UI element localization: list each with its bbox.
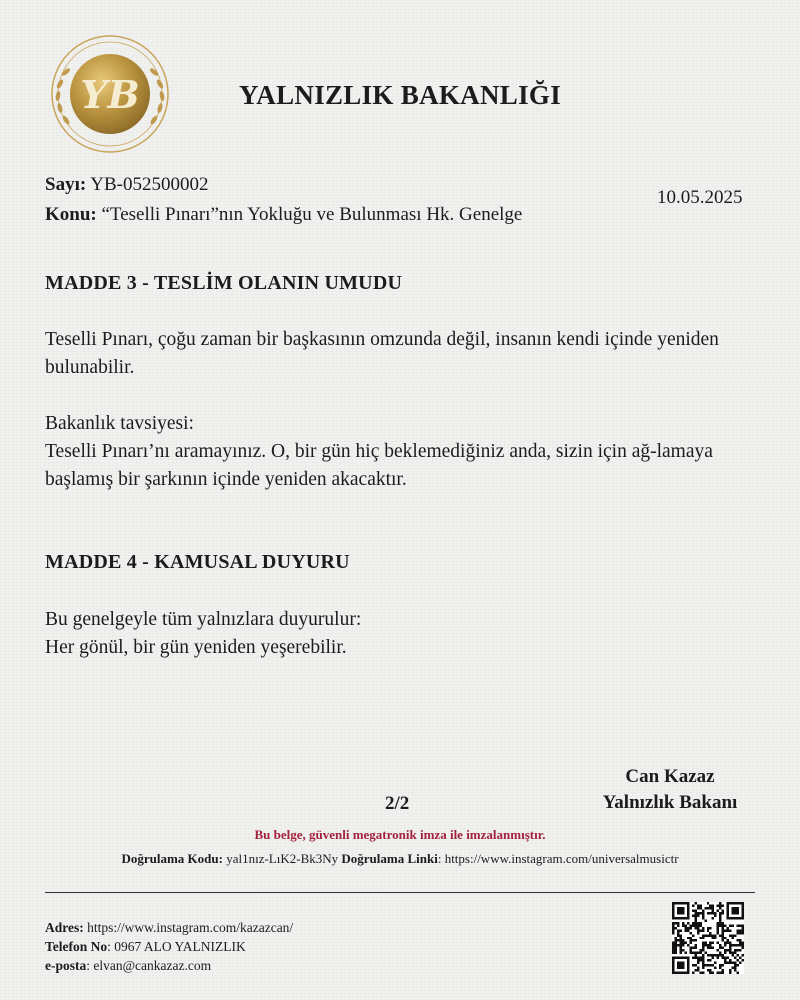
section-heading-madde-4: MADDE 4 - KAMUSAL DUYURU [45, 551, 350, 573]
advice-block [45, 410, 757, 494]
verification-link-label: Doğrulama Linki [341, 851, 438, 866]
section-heading-madde-3: MADDE 3 - TESLİM OLANIN UMUDU [45, 272, 403, 294]
svg-text:YB: YB [80, 72, 140, 117]
document-date: 10.05.2025 [657, 187, 743, 208]
phone-row: Telefon No: 0967 ALO YALNIZLIK [45, 939, 246, 954]
verification-line: Doğrulama Kodu: yal1nız-LıK2-Bk3Ny Doğrulama Linki: https://www.instagram.com/universalmusictr [121, 851, 679, 866]
announcement-block [45, 606, 757, 662]
address-label: Adres: [45, 920, 84, 935]
phone-value: 0967 ALO YALNIZLIK [114, 939, 246, 954]
signatory-role: Yalnızlık Bakanı [602, 792, 738, 813]
signature-block [580, 764, 760, 816]
konu-label: Konu: [45, 204, 97, 225]
email-link[interactable]: elvan@cankazaz.com [93, 958, 212, 973]
verification-code: yal1nız-LıK2-Bk3Ny [226, 851, 339, 866]
document-subject [45, 204, 522, 226]
footer-divider [45, 892, 755, 893]
email-label: e-posta [45, 958, 87, 973]
announcement-line-1: Bu genelgeyle tüm yalnızlara duyurulur: [45, 609, 362, 630]
qr-code-icon [672, 902, 744, 974]
address-row [45, 918, 293, 937]
document-number [45, 174, 208, 196]
secure-signature-note: Bu belge, güvenli megatronik imza ile imzalanmıştır. [254, 827, 546, 842]
signatory-name: Can Kazaz [625, 766, 715, 787]
verification-code-label: Doğrulama Kodu: [121, 851, 223, 866]
advice-label: Bakanlık tavsiyesi: [45, 413, 194, 434]
konu-value: “Teselli Pınarı”nın Yokluğu ve Bulunması Hk. Genelge [101, 204, 523, 225]
sayi-value: YB-052500002 [90, 174, 209, 195]
phone-label: Telefon No [45, 939, 108, 954]
sayi-label: Sayı: [45, 174, 87, 195]
address-link[interactable]: https://www.instagram.com/kazazcan/ [87, 920, 294, 935]
email-row: e-posta: elvan@cankazaz.com [45, 958, 212, 973]
page-number: 2/2 [385, 793, 410, 814]
contact-footer [45, 918, 293, 975]
announcement-line-2: Her gönül, bir gün yeniden yeşerebilir. [45, 637, 347, 658]
madde-3-paragraph: Teselli Pınarı, çoğu zaman bir başkasının omzunda değil, insanın kendi içinde yeniden bulunabilir. [45, 329, 719, 378]
ministry-seal-icon [40, 24, 180, 164]
page-title: YALNIZLIK BAKANLIĞI [238, 80, 562, 110]
advice-text: Teselli Pınarı’nı aramayınız. O, bir gün hiç beklemediğiniz anda, sizin için ağ-lamaya başlamış bir şarkının içinde yeniden akacaktır. [45, 441, 713, 490]
verification-link[interactable]: https://www.instagram.com/universalmusictr [444, 851, 679, 866]
